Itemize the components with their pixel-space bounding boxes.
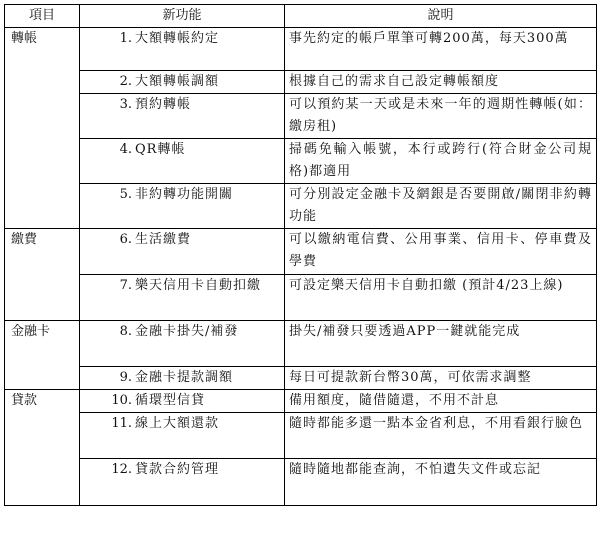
- description-cell: 掛失/補發只要透過APP一鍵就能完成: [285, 321, 597, 367]
- table-row: [5, 321, 597, 367]
- feature-number: 10.: [111, 393, 132, 408]
- feature-name: 預約轉帳: [135, 97, 192, 112]
- feature-cell: [80, 367, 285, 390]
- table-row: [5, 459, 597, 506]
- feature-cell: [80, 459, 285, 506]
- table-header-row: [5, 5, 597, 28]
- description-cell: 掃碼免輸入帳號，本行或跨行(符合財金公司規格)都適用: [285, 139, 597, 184]
- table-row: [5, 390, 597, 413]
- category-cell: 轉帳: [5, 28, 80, 229]
- description-cell: 可以繳納電信費、公用事業、信用卡、停車費及學費: [285, 229, 597, 275]
- description-cell: 事先約定的帳戶單筆可轉200萬，每天300萬: [285, 28, 597, 71]
- header-category: 項目: [5, 5, 80, 28]
- table-row: [5, 71, 597, 94]
- feature-name: QR轉帳: [135, 142, 186, 157]
- feature-number: 2.: [119, 74, 132, 89]
- feature-table: [4, 4, 597, 506]
- category-cell: 金融卡: [5, 321, 80, 390]
- feature-name: 大額轉帳約定: [135, 31, 220, 46]
- feature-number: 5.: [119, 187, 132, 202]
- feature-name: 非約轉功能開關: [135, 187, 234, 202]
- feature-cell: [80, 71, 285, 94]
- feature-cell: [80, 229, 285, 275]
- feature-name: 循環型信貸: [135, 393, 206, 408]
- feature-name: 生活繳費: [135, 232, 192, 247]
- description-cell: 可以預約某一天或是未來一年的週期性轉帳(如：繳房租): [285, 94, 597, 139]
- feature-number: 12.: [111, 462, 132, 477]
- feature-name: 金融卡掛失/補發: [135, 324, 239, 339]
- category-cell: 貸款: [5, 390, 80, 506]
- description-cell: 備用額度，隨借隨還，不用不計息: [285, 390, 597, 413]
- description-cell: 根據自己的需求自己設定轉帳額度: [285, 71, 597, 94]
- feature-name: 樂天信用卡自動扣繳: [135, 278, 262, 293]
- feature-number: 9.: [119, 370, 132, 385]
- table-row: [5, 367, 597, 390]
- feature-name: 大額轉帳調額: [135, 74, 220, 89]
- feature-cell: [80, 28, 285, 71]
- feature-number: 11.: [111, 416, 132, 431]
- feature-cell: [80, 94, 285, 139]
- feature-cell: [80, 139, 285, 184]
- table-row: [5, 94, 597, 139]
- table-row: [5, 28, 597, 71]
- feature-cell: [80, 184, 285, 229]
- table-row: [5, 229, 597, 275]
- feature-number: 8.: [119, 324, 132, 339]
- header-description: 說明: [285, 5, 597, 28]
- feature-cell: [80, 321, 285, 367]
- feature-number: 1.: [119, 31, 132, 46]
- feature-number: 4.: [119, 142, 132, 157]
- table-row: [5, 413, 597, 459]
- feature-number: 3.: [119, 97, 132, 112]
- description-cell: 隨時都能多還一點本金省利息，不用看銀行臉色: [285, 413, 597, 459]
- description-cell: 每日可提款新台幣30萬，可依需求調整: [285, 367, 597, 390]
- description-cell: 隨時隨地都能查詢，不怕遺失文件或忘記: [285, 459, 597, 506]
- feature-name: 線上大額還款: [135, 416, 220, 431]
- table-row: [5, 275, 597, 321]
- feature-cell: [80, 275, 285, 321]
- table-row: [5, 184, 597, 229]
- description-cell: 可設定樂天信用卡自動扣繳 (預計4/23上線): [285, 275, 597, 321]
- feature-cell: [80, 413, 285, 459]
- table-row: [5, 139, 597, 184]
- feature-name: 金融卡提款調額: [135, 370, 234, 385]
- description-cell: 可分別設定金融卡及網銀是否要開啟/關閉非約轉功能: [285, 184, 597, 229]
- header-feature: 新功能: [80, 5, 285, 28]
- feature-cell: [80, 390, 285, 413]
- feature-number: 7.: [119, 278, 132, 293]
- feature-number: 6.: [119, 232, 132, 247]
- feature-name: 貸款合約管理: [135, 462, 220, 477]
- category-cell: 繳費: [5, 229, 80, 321]
